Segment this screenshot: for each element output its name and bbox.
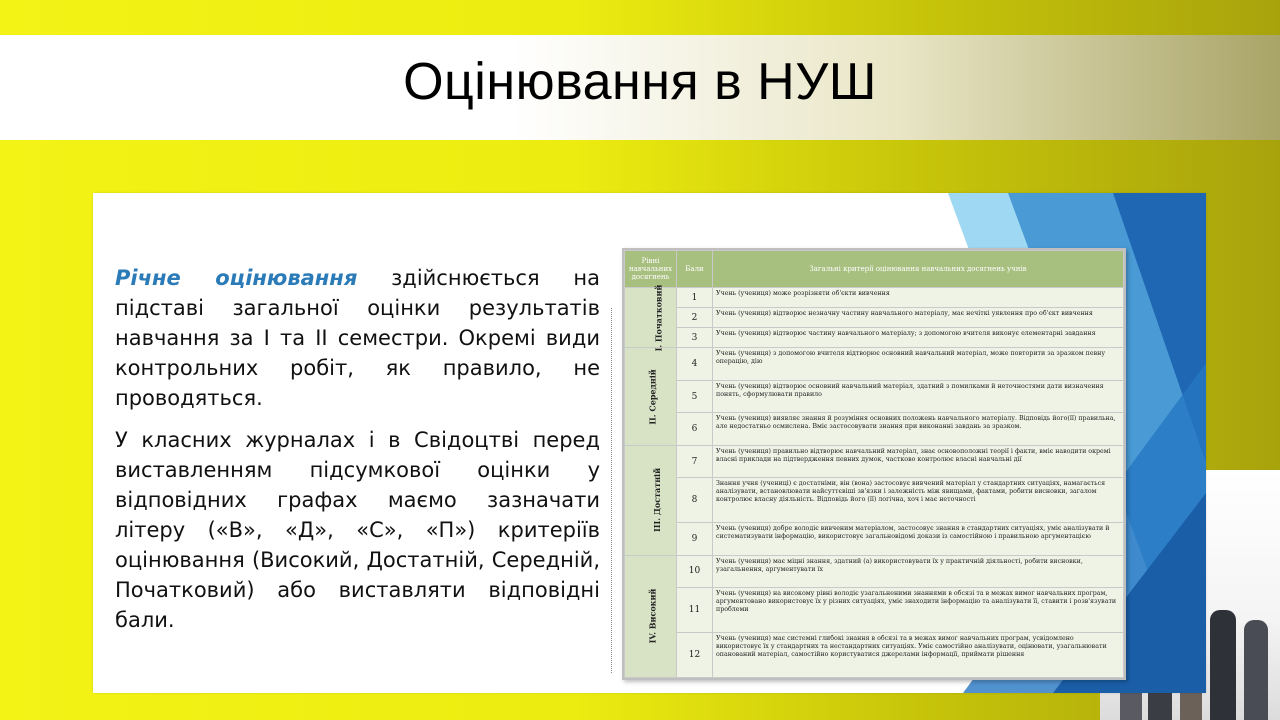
criteria-cell: Учень (учениця) добре володіє вивченим матеріалом, застосовує знання в стандартних ситуаціях, уміє аналізувати й систематизувати інформацію, використовує загальновідомі докази із самостійною і правильною аргументацією xyxy=(713,523,1124,556)
content-panel xyxy=(93,193,1206,693)
score-cell: 12 xyxy=(677,633,713,678)
table-row xyxy=(625,445,1124,478)
criteria-cell: Учень (учениця) на високому рівні володіє узагальненими знаннями в обсязі та в межах вимог навчальних програм, аргументовано використовує їх у різних ситуаціях, уміє знаходити інформацію та аналізувати її, ставити і розв'язувати проблеми xyxy=(713,588,1124,633)
table-row xyxy=(625,555,1124,588)
table-row xyxy=(625,380,1124,413)
criteria-cell: Учень (учениця) відтворює основний навчальний матеріал, здатний з помилками й неточностями дати визначення понять, сформулювати правило xyxy=(713,380,1124,413)
level-cell xyxy=(625,284,677,352)
table-row xyxy=(625,523,1124,556)
criteria-cell: Учень (учениця) має міцні знання, здатний (а) використовувати їх у практичній діяльності, робити висновки, узагальнення, аргументувати їх xyxy=(713,555,1124,588)
header-score: Бали xyxy=(677,251,713,288)
table-header-row xyxy=(625,251,1124,288)
level-cell xyxy=(625,445,677,555)
criteria-cell: Учень (учениця) з допомогою вчителя відтворює основний навчальний матеріал, може повторити за зразком певну операцію, дію xyxy=(713,348,1124,381)
table-row xyxy=(625,288,1124,308)
level-cell xyxy=(625,348,677,446)
table-row xyxy=(625,478,1124,523)
table-row xyxy=(625,348,1124,381)
paragraph-journals: У класних журналах і в Свідоцтві перед виставленням підсумкової оцінки у відповідних графах маємо зазначати літеру («В», «Д», «С», «П») критеріїв оцінювання (Високий, Достатній, Середній, Початковий) або виставляти відповідні бали. xyxy=(115,428,600,632)
score-cell: 3 xyxy=(677,328,713,348)
score-cell: 2 xyxy=(677,308,713,328)
score-cell: 10 xyxy=(677,555,713,588)
score-cell: 1 xyxy=(677,288,713,308)
level-cell xyxy=(625,555,677,677)
level-label: І. Початковий xyxy=(653,284,664,352)
table-row xyxy=(625,328,1124,348)
criteria-cell: Учень (учениця) виявляє знання й розуміння основних положень навчального матеріалу. Відповідь його(її) правильна, але недостатньо осмислена. Вміє застосовувати знання при виконанні завдань за зразком. xyxy=(713,413,1124,446)
emphasis-annual-assessment: Річне оцінювання xyxy=(115,266,358,290)
criteria-cell: Учень (учениця) правильно відтворює навчальний матеріал, знає основоположні теорії і факти, вміє наводити окремі власні приклади на підтвердження певних думок, частково контролює власні навчальні дії xyxy=(713,445,1124,478)
level-label: ІІІ. Достатній xyxy=(652,468,663,533)
score-cell: 7 xyxy=(677,445,713,478)
criteria-cell: Учень (учениця) має системні глибокі знання в обсязі та в межах вимог навчальних програм, усвідомлено використовує їх у стандартних та нестандартних ситуаціях. Уміє самостійно аналізувати, оцінювати, узагальнювати опанований матеріал, самостійно користуватися джерелами інформації, приймати рішення xyxy=(713,633,1124,678)
score-cell: 9 xyxy=(677,523,713,556)
score-cell: 5 xyxy=(677,380,713,413)
header-criteria: Загальні критерії оцінювання навчальних досягнень учнів xyxy=(713,251,1124,288)
table-row xyxy=(625,633,1124,678)
score-cell: 8 xyxy=(677,478,713,523)
score-cell: 4 xyxy=(677,348,713,381)
header-level: Рівні навчальних досягнень xyxy=(625,251,677,288)
table-row xyxy=(625,413,1124,446)
table-row xyxy=(625,308,1124,328)
criteria-cell: Учень (учениця) відтворює незначну частину навчального матеріалу, має нечіткі уявлення про об'єкт вивчення xyxy=(713,308,1124,328)
paragraph-1-text: здійснюється на підставі загальної оцінки результатів навчання за І та ІІ семестри. Окремі види контрольних робіт, як правило, не проводяться. xyxy=(115,266,600,410)
table-row xyxy=(625,588,1124,633)
score-cell: 6 xyxy=(677,413,713,446)
criteria-table xyxy=(624,250,1124,678)
criteria-table-image xyxy=(622,248,1126,680)
dotted-divider xyxy=(611,308,618,673)
score-cell: 11 xyxy=(677,588,713,633)
level-label: ІІ. Середній xyxy=(647,368,658,425)
criteria-cell: Учень (учениця) відтворює частину навчального матеріалу; з допомогою вчителя виконує елементарні завдання xyxy=(713,328,1124,348)
criteria-cell: Учень (учениця) може розрізняти об'єкти вивчення xyxy=(713,288,1124,308)
criteria-cell: Знання учня (учениці) є достатніми, він (вона) застосовує вивчений матеріал у стандартних ситуаціях, намагається аналізувати, встановлювати найсуттєвіші зв'язки і залежність між явищами, фактами, робити висновки, загалом контролює власну діяльність. Відповідь його (її) логічна, хоч і має неточності xyxy=(713,478,1124,523)
level-label: IV. Високий xyxy=(647,589,658,644)
slide-title: Оцінювання в НУШ xyxy=(403,53,877,111)
paragraph-annual-assessment xyxy=(115,263,600,413)
body-text xyxy=(115,263,600,647)
